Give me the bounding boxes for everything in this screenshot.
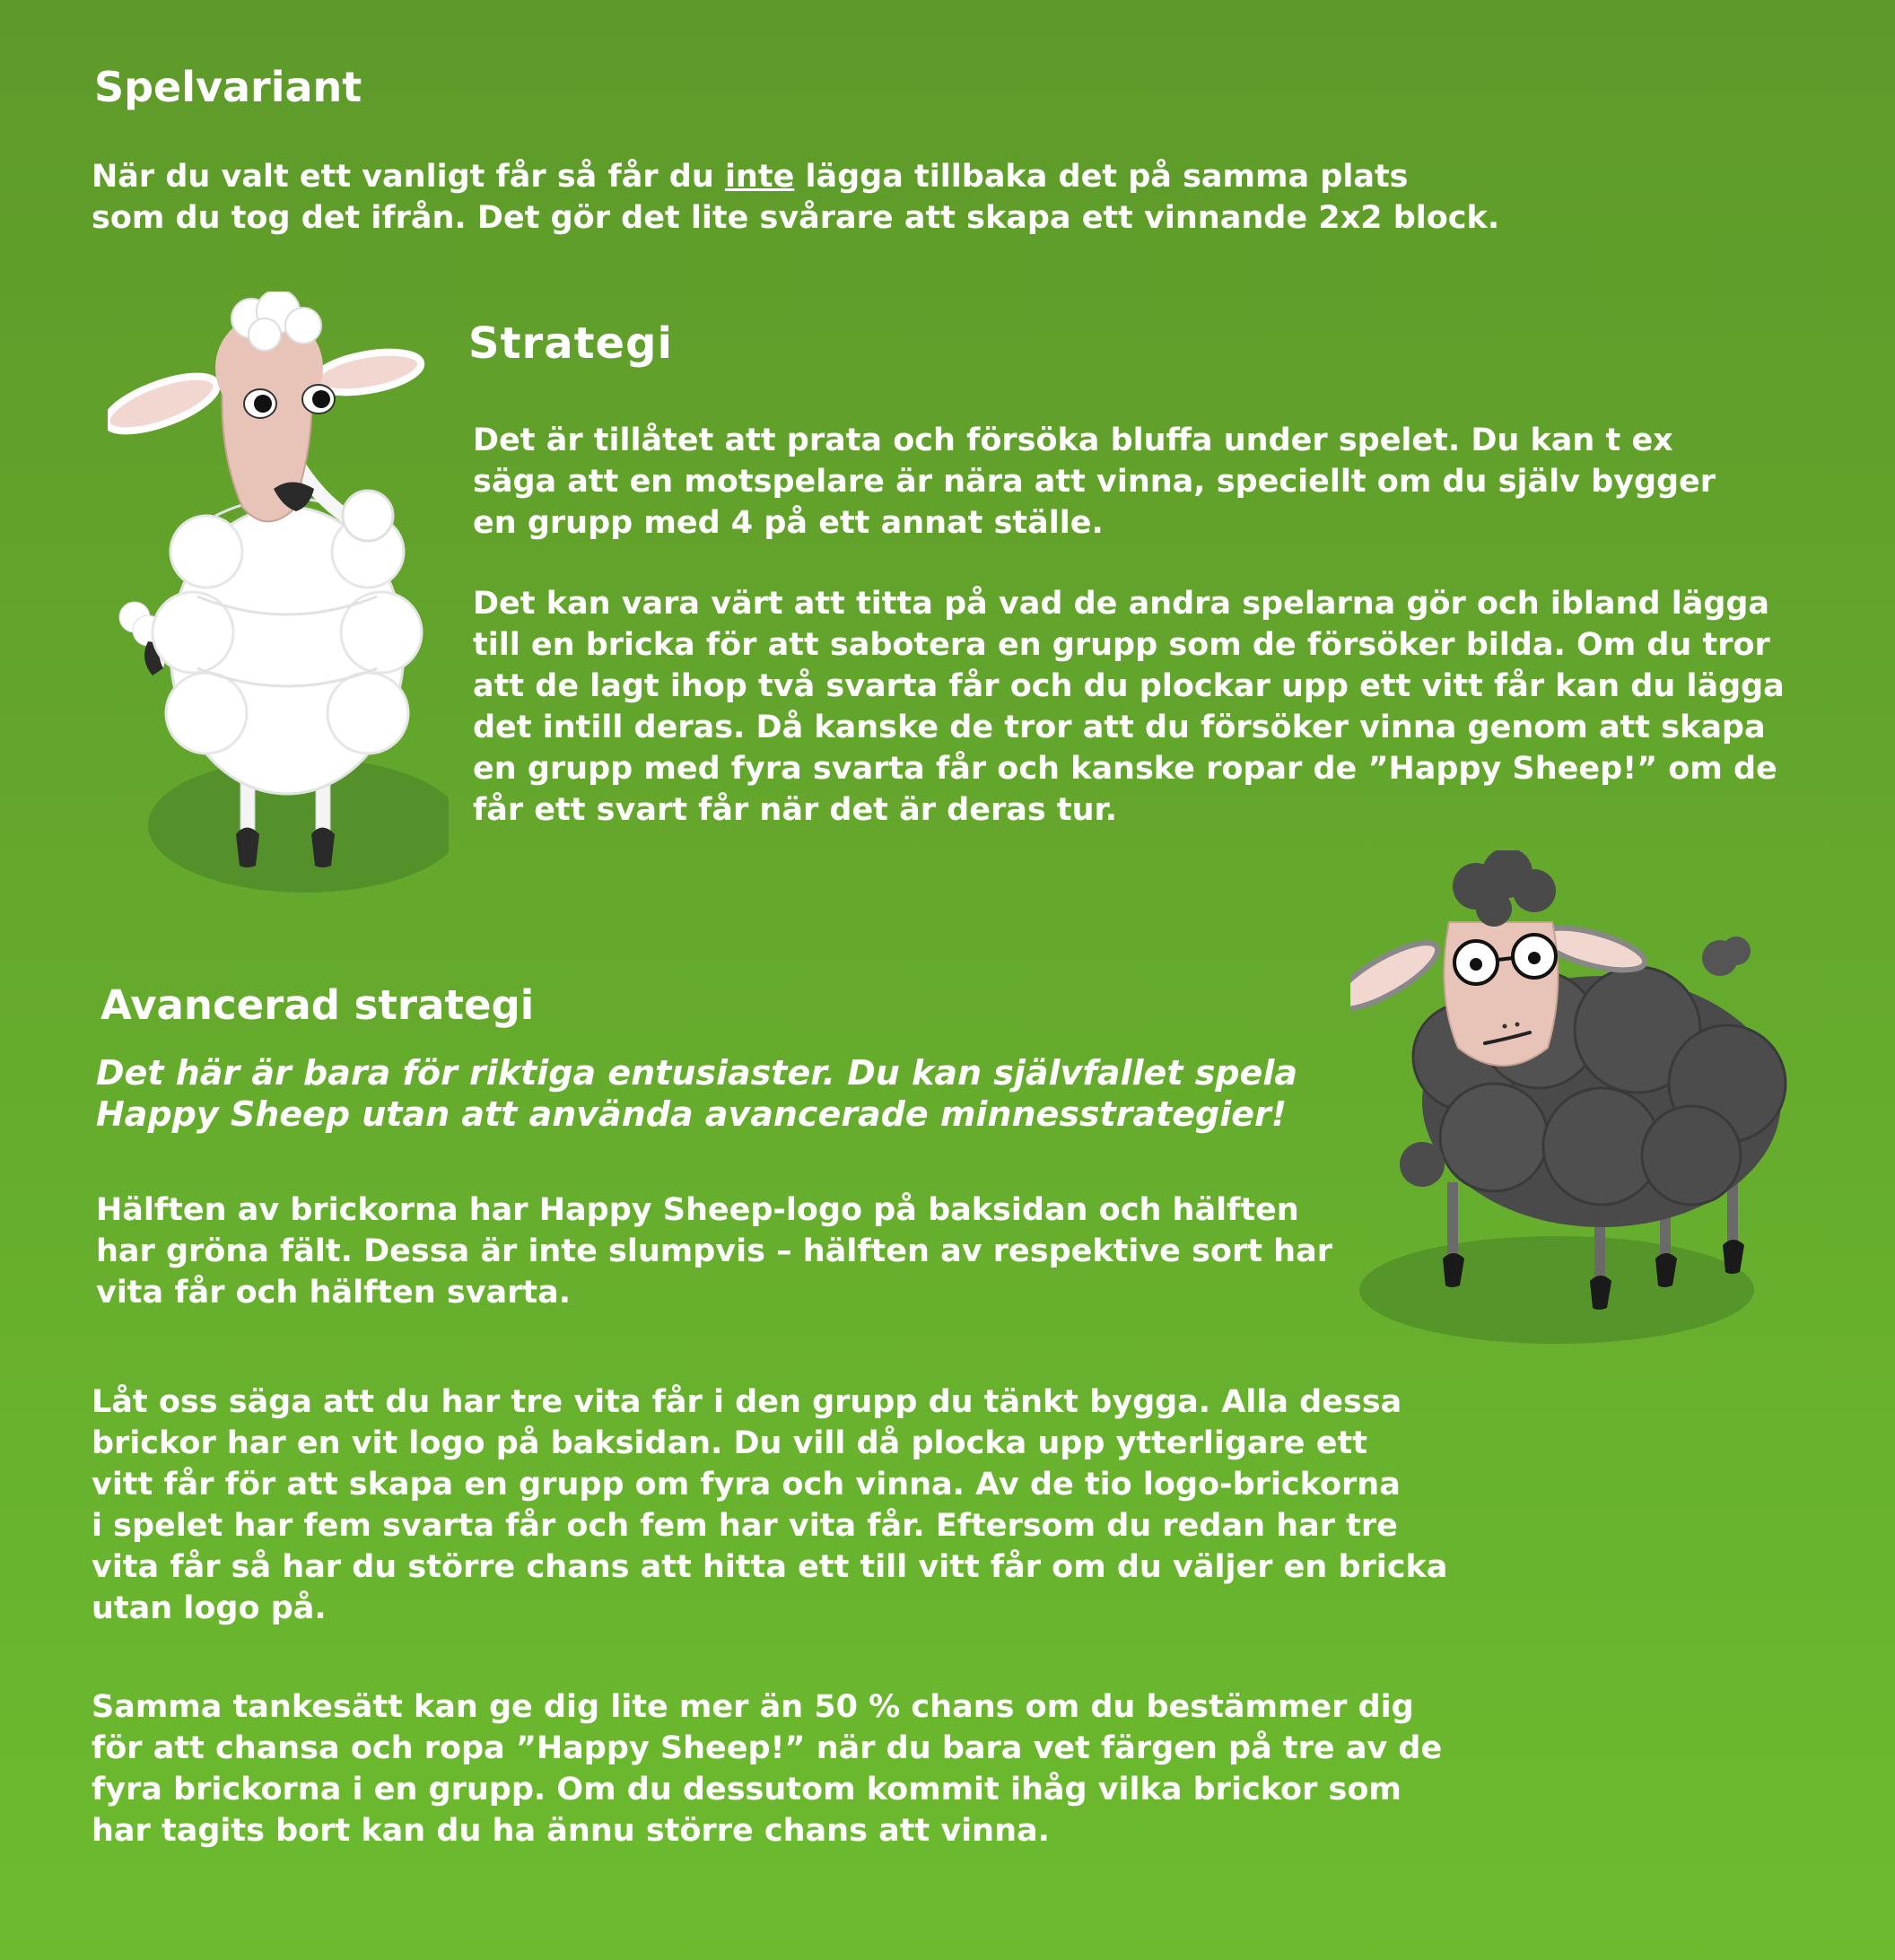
avancerad-p1-line: vita får och hälften svarta.: [96, 1275, 572, 1311]
avancerad-p1-line: Hälften av brickorna har Happy Sheep-logo på baksidan och hälften: [96, 1192, 1299, 1228]
strategi-p2-line: att de lagt ihop två svarta får och du plockar upp ett vitt får kan du lägga: [473, 668, 1785, 704]
avancerad-p2-line: Låt oss säga att du har tre vita får i den grupp du tänkt bygga. Alla dessa: [92, 1384, 1402, 1420]
strategi-p2-line: till en bricka för att sabotera en grupp som de försöker bilda. Om du tror: [473, 627, 1770, 663]
spelvariant-text: [92, 156, 1499, 239]
spelvariant-line-1: [92, 156, 1499, 197]
avancerad-paragraph-2: [92, 1381, 1447, 1629]
spelvariant-underlined-word: inte: [724, 159, 795, 195]
avancerad-p3-line: har tagits bort kan du ha ännu större chans att vinna.: [92, 1813, 1050, 1849]
avancerad-intro-line: Happy Sheep utan att använda avancerade minnesstrategier!: [96, 1094, 1288, 1134]
strategi-p2-line: Det kan vara värt att titta på vad de andra spelarna gör och ibland lägga: [473, 586, 1770, 622]
strategi-p1-line: en grupp med 4 på ett annat ställe.: [473, 505, 1104, 541]
strategi-p1-line: Det är tillåtet att prata och försöka bluffa under spelet. Du kan t ex: [473, 422, 1673, 458]
strategi-p2-line: en grupp med fyra svarta får och kanske ropar de ”Happy Sheep!” om de: [473, 751, 1777, 787]
strategi-p2-line: får ett svart får när det är deras tur.: [473, 792, 1118, 828]
strategi-p2-line: det intill deras. Då kanske de tror att du försöker vinna genom att skapa: [473, 710, 1766, 745]
strategi-paragraph-2: [473, 583, 1785, 831]
spelvariant-heading: Spelvariant: [94, 63, 362, 111]
avancerad-p3-line: för att chansa och ropa ”Happy Sheep!” när du bara vet färgen på tre av de: [92, 1730, 1443, 1766]
strategi-paragraph-1: [473, 420, 1716, 544]
avancerad-p2-line: brickor har en vit logo på baksidan. Du vill då plocka upp ytterligare ett: [92, 1425, 1367, 1461]
spelvariant-line-2: som du tog det ifrån. Det gör det lite svårare att skapa ett vinnande 2x2 block.: [92, 200, 1500, 236]
avancerad-p2-line: utan logo på.: [92, 1590, 327, 1626]
strategi-heading: Strategi: [468, 318, 673, 369]
spelvariant-line-1-pre: När du valt ett vanligt får så får du: [92, 159, 725, 195]
avancerad-paragraph-3: [92, 1686, 1442, 1851]
avancerad-intro-line: Det här är bara för riktiga entusiaster. Du kan självfallet spela: [96, 1053, 1297, 1093]
avancerad-intro: [96, 1052, 1297, 1135]
avancerad-heading: Avancerad strategi: [100, 981, 535, 1029]
avancerad-p2-line: vitt får för att skapa en grupp om fyra och vinna. Av de tio logo-brickorna: [92, 1467, 1401, 1503]
avancerad-p3-line: Samma tankesätt kan ge dig lite mer än 50 % chans om du bestämmer dig: [92, 1689, 1414, 1725]
strategi-p1-line: säga att en motspelare är nära att vinna, speciellt om du själv bygger: [473, 464, 1716, 500]
avancerad-p3-line: fyra brickorna i en grupp. Om du dessutom kommit ihåg vilka brickor som: [92, 1772, 1402, 1808]
avancerad-p2-line: vita får så har du större chans att hitta ett till vitt får om du väljer en bricka: [92, 1549, 1448, 1585]
white-sheep-illustration: [108, 292, 449, 902]
avancerad-p1-line: har gröna fält. Dessa är inte slumpvis – hälften av respektive sort har: [96, 1233, 1332, 1269]
spelvariant-line-1-post: lägga tillbaka det på samma plats: [794, 159, 1409, 195]
avancerad-p2-line: i spelet har fem svarta får och fem har vita får. Eftersom du redan har tre: [92, 1508, 1398, 1544]
black-sheep-illustration: [1350, 850, 1817, 1353]
avancerad-paragraph-1: [96, 1189, 1332, 1313]
